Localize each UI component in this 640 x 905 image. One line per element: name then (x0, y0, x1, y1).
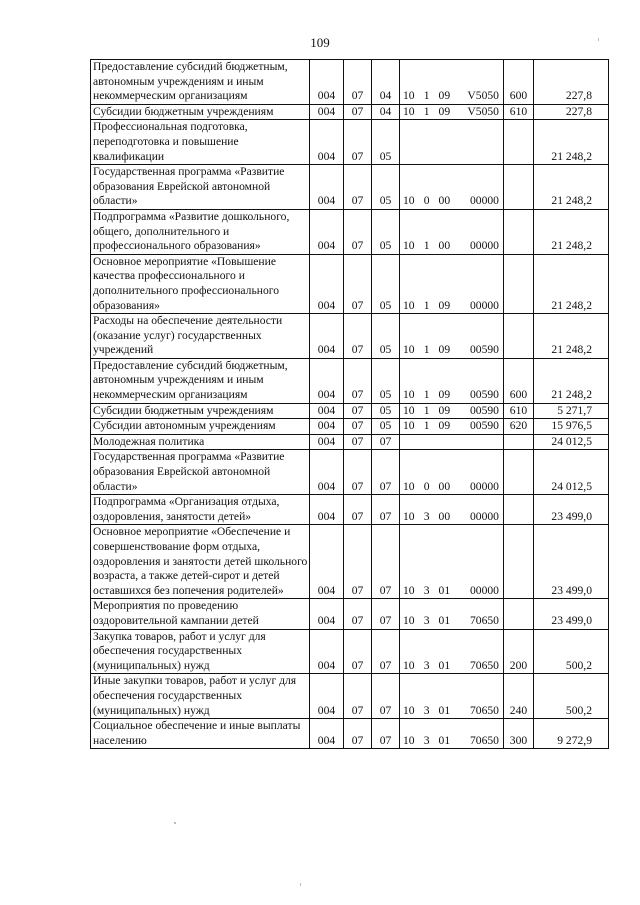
section-code-cell: 07 (344, 254, 372, 313)
target-article-part: 00000 (469, 583, 499, 597)
ministry-code-cell: 004 (310, 674, 344, 719)
subsection-code-cell: 05 (372, 120, 400, 165)
section-code-cell: 07 (344, 358, 372, 403)
target-article-parts (400, 510, 503, 525)
subsection-code-cell: 04 (372, 60, 400, 105)
subsection-code-cell: 07 (372, 599, 400, 629)
ministry-code-cell: 004 (310, 104, 344, 120)
expense-type-cell: 240 (504, 674, 534, 719)
expense-type-cell (504, 165, 534, 210)
amount-cell: 500,2 (534, 674, 609, 719)
target-article-part: 09 (438, 403, 451, 417)
target-article-part (436, 150, 452, 165)
amount-cell: 21 248,2 (534, 120, 609, 165)
target-article-part: 70650 (469, 658, 499, 672)
ministry-code-cell: 004 (310, 209, 344, 254)
table-row (91, 525, 609, 599)
ministry-code-cell: 004 (310, 314, 344, 359)
target-article-part: 10 (403, 479, 415, 493)
target-article-part: 09 (438, 343, 451, 357)
target-article-cell (400, 209, 504, 254)
target-article-part: 01 (438, 658, 451, 672)
target-article-parts (400, 194, 503, 209)
expense-type-cell: 600 (504, 358, 534, 403)
table-row (91, 450, 609, 495)
target-article-part: 00000 (469, 298, 499, 312)
row-name-cell: Предоставление субсидий бюджетным, автономным учреждениям и иным некоммерческим организациям (91, 358, 310, 403)
amount-cell: 21 248,2 (534, 314, 609, 359)
table-row (91, 104, 609, 120)
target-article-parts (400, 435, 503, 450)
row-name-cell: Основное мероприятие «Обеспечение и совершенствование форм отдыха, оздоровления и занятости детей школьного возраста, а также детей-сирот и детей оставшихся без попечения родителей» (91, 525, 310, 599)
target-article-part: 00000 (469, 479, 499, 493)
target-article-part: 10 (403, 194, 415, 208)
target-article-parts (400, 343, 503, 358)
target-article-part: V5050 (467, 104, 499, 118)
target-article-part: 01 (438, 703, 451, 717)
ministry-code-cell: 004 (310, 403, 344, 419)
subsection-code-cell: 07 (372, 434, 400, 450)
subsection-code-cell: 07 (372, 450, 400, 495)
section-code-cell: 07 (344, 719, 372, 749)
amount-cell: 227,8 (534, 60, 609, 105)
subsection-code-cell: 07 (372, 674, 400, 719)
ministry-code-cell: 004 (310, 120, 344, 165)
amount-cell: 23 499,0 (534, 599, 609, 629)
target-article-part: 0 (423, 479, 430, 493)
target-article-part: 10 (403, 613, 415, 627)
section-code-cell: 07 (344, 450, 372, 495)
amount-cell: 15 976,5 (534, 419, 609, 435)
ministry-code-cell: 004 (310, 434, 344, 450)
ministry-code-cell: 004 (310, 165, 344, 210)
target-article-parts (400, 299, 503, 314)
section-code-cell: 07 (344, 629, 372, 674)
target-article-cell (400, 314, 504, 359)
target-article-part: 70650 (469, 733, 499, 747)
scan-speck (598, 38, 599, 41)
target-article-parts (400, 89, 503, 104)
target-article-part: 3 (423, 583, 430, 597)
ministry-code-cell: 004 (310, 525, 344, 599)
target-article-parts (400, 105, 503, 120)
target-article-part: 0 (423, 194, 430, 208)
section-code-cell: 07 (344, 495, 372, 525)
expense-type-cell: 610 (504, 403, 534, 419)
section-code-cell: 07 (344, 60, 372, 105)
target-article-part: 00000 (469, 194, 499, 208)
target-article-part (422, 435, 432, 450)
subsection-code-cell: 04 (372, 104, 400, 120)
target-article-cell (400, 450, 504, 495)
target-article-part: 01 (438, 583, 451, 597)
amount-cell: 227,8 (534, 104, 609, 120)
section-code-cell: 07 (344, 403, 372, 419)
expense-type-cell: 200 (504, 629, 534, 674)
target-article-part: 10 (403, 403, 415, 417)
expense-type-cell (504, 434, 534, 450)
target-article-parts (400, 150, 503, 165)
target-article-part (422, 150, 432, 165)
target-article-part: 70650 (469, 613, 499, 627)
target-article-cell (400, 495, 504, 525)
target-article-part: 10 (403, 239, 415, 253)
target-article-part: 10 (403, 298, 415, 312)
target-article-part (436, 435, 452, 450)
table-row (91, 403, 609, 419)
target-article-cell (400, 719, 504, 749)
target-article-part: 10 (403, 104, 415, 118)
row-name-cell: Основное мероприятие «Повышение качества профессионального и дополнительного профессионального образования» (91, 254, 310, 313)
target-article-part: 00 (438, 194, 451, 208)
target-article-part: 1 (423, 104, 430, 118)
row-name-cell: Государственная программа «Развитие образования Еврейской автономной области» (91, 165, 310, 210)
section-code-cell: 07 (344, 434, 372, 450)
amount-cell: 23 499,0 (534, 525, 609, 599)
budget-table (90, 59, 609, 749)
target-article-cell (400, 120, 504, 165)
section-code-cell: 07 (344, 120, 372, 165)
target-article-part (457, 150, 499, 165)
target-article-parts (400, 419, 503, 434)
target-article-parts (400, 480, 503, 495)
table-row (91, 314, 609, 359)
target-article-cell (400, 525, 504, 599)
section-code-cell: 07 (344, 104, 372, 120)
section-code-cell: 07 (344, 674, 372, 719)
target-article-part: 00590 (469, 388, 499, 402)
row-name-cell: Мероприятия по проведению оздоровительной кампании детей (91, 599, 310, 629)
subsection-code-cell: 05 (372, 254, 400, 313)
target-article-cell (400, 434, 504, 450)
row-name-cell: Государственная программа «Развитие образования Еврейской автономной области» (91, 450, 310, 495)
target-article-cell (400, 629, 504, 674)
target-article-part: 1 (423, 403, 430, 417)
target-article-part: 1 (423, 388, 430, 402)
subsection-code-cell: 05 (372, 209, 400, 254)
target-article-parts (400, 659, 503, 674)
target-article-part: 00 (438, 239, 451, 253)
scan-speck (300, 883, 301, 886)
expense-type-cell: 600 (504, 60, 534, 105)
target-article-part (403, 435, 417, 450)
section-code-cell: 07 (344, 599, 372, 629)
table-row (91, 419, 609, 435)
target-article-part: 3 (423, 509, 430, 523)
row-name-cell: Социальное обеспечение и иные выплаты населению (91, 719, 310, 749)
table-row (91, 674, 609, 719)
table-row (91, 599, 609, 629)
target-article-part: V5050 (467, 89, 499, 103)
amount-cell: 5 271,7 (534, 403, 609, 419)
target-article-cell (400, 674, 504, 719)
amount-cell: 500,2 (534, 629, 609, 674)
amount-cell: 21 248,2 (534, 358, 609, 403)
target-article-parts (400, 404, 503, 419)
expense-type-cell: 300 (504, 719, 534, 749)
expense-type-cell (504, 450, 534, 495)
target-article-part: 10 (403, 703, 415, 717)
row-name-cell: Подпрограмма «Развитие дошкольного, общего, дополнительного и профессионального образования» (91, 209, 310, 254)
section-code-cell: 07 (344, 419, 372, 435)
page-number: 109 (310, 35, 330, 50)
target-article-cell (400, 599, 504, 629)
expense-type-cell (504, 314, 534, 359)
section-code-cell: 07 (344, 525, 372, 599)
amount-cell: 9 272,9 (534, 719, 609, 749)
expense-type-cell (504, 209, 534, 254)
target-article-part: 01 (438, 733, 451, 747)
target-article-part: 00 (438, 479, 451, 493)
row-name-cell: Закупка товаров, работ и услуг для обеспечения государственных (муниципальных) нужд (91, 629, 310, 674)
amount-cell: 21 248,2 (534, 209, 609, 254)
subsection-code-cell: 07 (372, 719, 400, 749)
table-row (91, 165, 609, 210)
target-article-part: 3 (423, 613, 430, 627)
budget-table-body (91, 60, 609, 749)
row-name-cell: Субсидии автономным учреждениям (91, 419, 310, 435)
subsection-code-cell: 07 (372, 495, 400, 525)
target-article-parts (400, 734, 503, 749)
amount-cell: 24 012,5 (534, 450, 609, 495)
row-name-cell: Профессиональная подготовка, переподготовка и повышение квалификации (91, 120, 310, 165)
target-article-part: 10 (403, 658, 415, 672)
target-article-part: 10 (403, 419, 415, 433)
scan-speck (174, 822, 176, 824)
target-article-part: 09 (438, 89, 451, 103)
ministry-code-cell: 004 (310, 60, 344, 105)
section-code-cell: 07 (344, 314, 372, 359)
subsection-code-cell: 05 (372, 403, 400, 419)
target-article-parts (400, 388, 503, 403)
target-article-part: 3 (423, 703, 430, 717)
subsection-code-cell: 05 (372, 419, 400, 435)
amount-cell: 21 248,2 (534, 165, 609, 210)
expense-type-cell: 620 (504, 419, 534, 435)
expense-type-cell (504, 120, 534, 165)
target-article-part: 09 (438, 104, 451, 118)
target-article-parts (400, 239, 503, 254)
target-article-parts (400, 704, 503, 719)
target-article-part: 00590 (469, 403, 499, 417)
row-name-cell: Иные закупки товаров, работ и услуг для обеспечения государственных (муниципальных) нужд (91, 674, 310, 719)
target-article-part: 1 (423, 89, 430, 103)
expense-type-cell (504, 525, 534, 599)
target-article-part: 10 (403, 388, 415, 402)
target-article-parts (400, 614, 503, 629)
table-row (91, 629, 609, 674)
amount-cell: 24 012,5 (534, 434, 609, 450)
table-row (91, 209, 609, 254)
subsection-code-cell: 05 (372, 314, 400, 359)
target-article-part: 10 (403, 583, 415, 597)
target-article-part: 1 (423, 419, 430, 433)
target-article-part (457, 435, 499, 450)
target-article-part: 00 (438, 509, 451, 523)
subsection-code-cell: 07 (372, 525, 400, 599)
target-article-cell (400, 60, 504, 105)
row-name-cell: Молодежная политика (91, 434, 310, 450)
target-article-part: 10 (403, 89, 415, 103)
row-name-cell: Расходы на обеспечение деятельности (оказание услуг) государственных учреждений (91, 314, 310, 359)
target-article-part: 70650 (469, 703, 499, 717)
target-article-part: 00000 (469, 239, 499, 253)
target-article-part: 01 (438, 613, 451, 627)
table-row (91, 495, 609, 525)
subsection-code-cell: 05 (372, 165, 400, 210)
target-article-part: 1 (423, 343, 430, 357)
target-article-cell (400, 358, 504, 403)
amount-cell: 23 499,0 (534, 495, 609, 525)
target-article-cell (400, 165, 504, 210)
target-article-cell (400, 419, 504, 435)
target-article-part: 1 (423, 298, 430, 312)
expense-type-cell (504, 495, 534, 525)
target-article-cell (400, 104, 504, 120)
row-name-cell: Предоставление субсидий бюджетным, автономным учреждениям и иным некоммерческим организациям (91, 60, 310, 105)
target-article-cell (400, 254, 504, 313)
table-row (91, 434, 609, 450)
table-row (91, 719, 609, 749)
target-article-part: 3 (423, 658, 430, 672)
ministry-code-cell: 004 (310, 629, 344, 674)
subsection-code-cell: 07 (372, 629, 400, 674)
target-article-cell (400, 403, 504, 419)
row-name-cell: Подпрограмма «Организация отдыха, оздоровления, занятости детей» (91, 495, 310, 525)
section-code-cell: 07 (344, 209, 372, 254)
table-row (91, 254, 609, 313)
target-article-part (403, 150, 417, 165)
ministry-code-cell: 004 (310, 254, 344, 313)
table-row (91, 120, 609, 165)
target-article-part: 10 (403, 509, 415, 523)
expense-type-cell (504, 599, 534, 629)
table-row (91, 60, 609, 105)
target-article-part: 3 (423, 733, 430, 747)
ministry-code-cell: 004 (310, 419, 344, 435)
ministry-code-cell: 004 (310, 495, 344, 525)
ministry-code-cell: 004 (310, 719, 344, 749)
target-article-part: 10 (403, 733, 415, 747)
ministry-code-cell: 004 (310, 358, 344, 403)
target-article-part: 10 (403, 343, 415, 357)
subsection-code-cell: 05 (372, 358, 400, 403)
ministry-code-cell: 004 (310, 599, 344, 629)
target-article-parts (400, 584, 503, 599)
target-article-part: 09 (438, 298, 451, 312)
ministry-code-cell: 004 (310, 450, 344, 495)
section-code-cell: 07 (344, 165, 372, 210)
target-article-part: 00590 (469, 343, 499, 357)
target-article-part: 00590 (469, 419, 499, 433)
target-article-part: 09 (438, 419, 451, 433)
target-article-part: 09 (438, 388, 451, 402)
expense-type-cell: 610 (504, 104, 534, 120)
amount-cell: 21 248,2 (534, 254, 609, 313)
target-article-part: 1 (423, 239, 430, 253)
target-article-part: 00000 (469, 509, 499, 523)
expense-type-cell (504, 254, 534, 313)
row-name-cell: Субсидии бюджетным учреждениям (91, 104, 310, 120)
table-row (91, 358, 609, 403)
row-name-cell: Субсидии бюджетным учреждениям (91, 403, 310, 419)
